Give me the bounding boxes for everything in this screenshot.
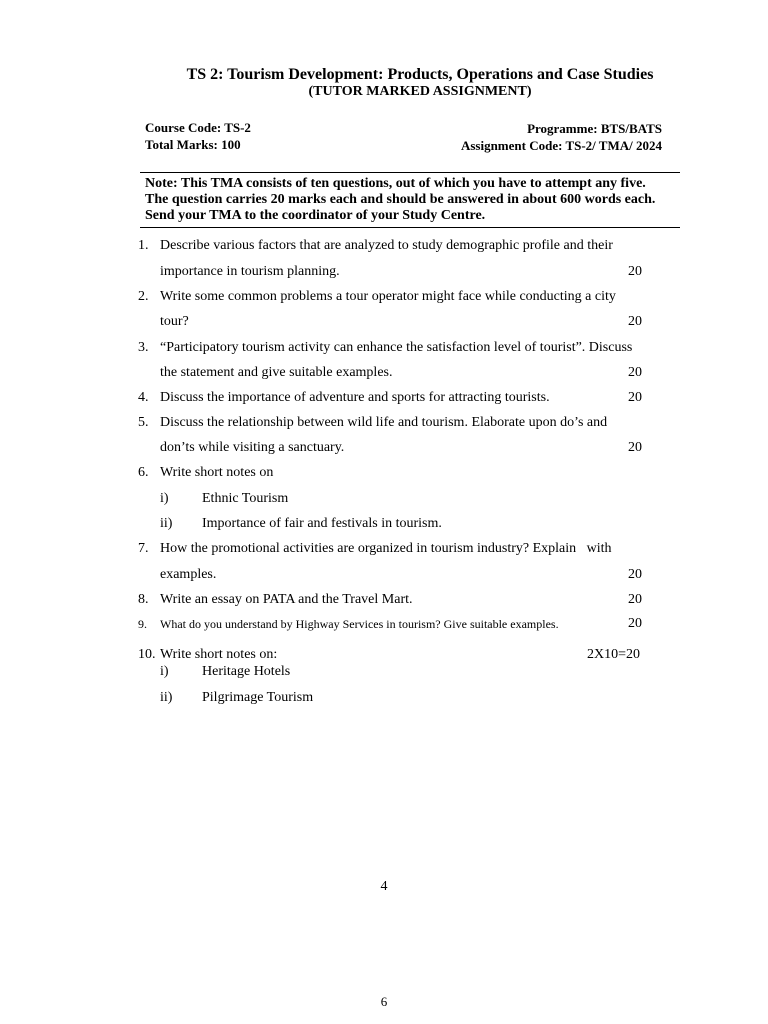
question-text: Discuss the relationship between wild life and tourism. Elaborate upon do’s and [160, 415, 608, 430]
sub-item-text: Pilgrimage Tourism [202, 690, 314, 705]
inner-page-number: 4 [380, 879, 388, 894]
outer-page-number: 6 [380, 994, 388, 1009]
note-line: The question carries 20 marks each and should be answered in about 600 words each. [145, 192, 656, 207]
question-text: Write an essay on PATA and the Travel Mart. [160, 592, 413, 607]
question-text: the statement and give suitable examples. [160, 365, 393, 380]
sub-item-number: i) [160, 491, 169, 506]
question-marks: 20 [628, 616, 642, 631]
question-text: Discuss the importance of adventure and sports for attracting tourists. [160, 390, 550, 405]
question-text: Write some common problems a tour operator might face while conducting a city [160, 289, 616, 304]
question-marks: 20 [628, 264, 642, 279]
sub-item-text: Heritage Hotels [202, 664, 291, 679]
question-number: 2. [138, 289, 149, 304]
note-bottom-rule [140, 227, 680, 228]
question-marks: 20 [628, 314, 642, 329]
assignment-code: Assignment Code: TS-2/ TMA/ 2024 [460, 138, 662, 153]
document-title: TS 2: Tourism Development: Products, Operations and Case Studies [186, 66, 654, 83]
question-number: 3. [138, 340, 149, 355]
question-text: importance in tourism planning. [160, 264, 340, 279]
programme: Programme: BTS/BATS [527, 121, 662, 136]
document-subtitle: (TUTOR MARKED ASSIGNMENT) [308, 84, 532, 99]
question-number: 9. [138, 617, 147, 631]
course-code: Course Code: TS-2 [145, 120, 251, 135]
sub-item-text: Importance of fair and festivals in tourism. [202, 516, 442, 531]
question-text: How the promotional activities are organized in tourism industry? Explain with [160, 541, 612, 556]
note-top-rule [140, 172, 680, 173]
question-text: tour? [160, 314, 189, 329]
question-marks: 2X10=20 [586, 647, 640, 662]
question-number: 4. [138, 390, 149, 405]
question-number: 7. [138, 541, 149, 556]
question-text: examples. [160, 567, 217, 582]
question-text: Describe various factors that are analyzed to study demographic profile and their [160, 238, 613, 253]
question-text: Write short notes on [160, 465, 274, 480]
question-marks: 20 [628, 592, 642, 607]
question-text: don’ts while visiting a sanctuary. [160, 440, 345, 455]
question-marks: 20 [628, 567, 642, 582]
question-marks: 20 [628, 390, 642, 405]
total-marks: Total Marks: 100 [145, 137, 241, 152]
question-marks: 20 [628, 365, 642, 380]
note-box [145, 176, 685, 224]
question-number: 5. [138, 415, 149, 430]
sub-item-number: ii) [160, 516, 173, 531]
question-number: 1. [138, 238, 149, 253]
sub-item-text: Ethnic Tourism [202, 491, 289, 506]
sub-item-number: ii) [160, 690, 173, 705]
sub-item-number: i) [160, 664, 169, 679]
question-text: What do you understand by Highway Services in tourism? Give suitable examples. [160, 617, 559, 631]
note-line: Note: This TMA consists of ten questions, out of which you have to attempt any five. [145, 176, 646, 191]
question-text: “Participatory tourism activity can enhance the satisfaction level of tourist”. Discuss [160, 340, 633, 355]
question-text: Write short notes on: [160, 647, 278, 662]
question-marks: 20 [628, 440, 642, 455]
question-number: 6. [138, 465, 149, 480]
question-number: 10. [138, 647, 156, 662]
note-line: Send your TMA to the coordinator of your Study Centre. [145, 208, 486, 223]
question-number: 8. [138, 592, 149, 607]
